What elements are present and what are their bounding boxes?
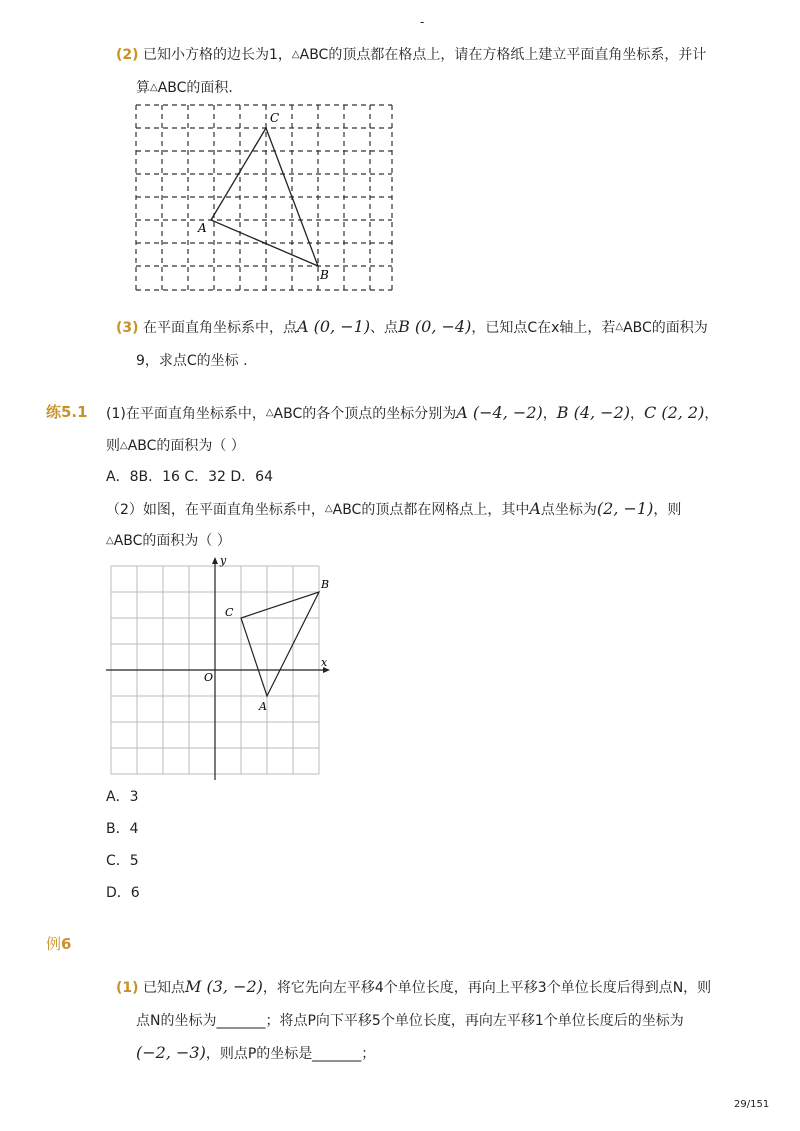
point-c-label: C xyxy=(270,111,280,125)
ex6-coord: (−2, −3) xyxy=(136,1043,206,1062)
point-a-label: A xyxy=(198,221,207,235)
q3-point-b: B (0, −4) xyxy=(398,317,472,336)
ex6-label-text: 例 xyxy=(46,935,62,953)
ex51-p2e xyxy=(106,531,231,551)
ex51-text-4: （2）如图，在平面直角坐标系中， xyxy=(106,502,325,518)
triangle-icon: △ xyxy=(150,82,158,93)
point-b-label: B xyxy=(320,268,329,282)
ex51-label-text: 练5.1 xyxy=(46,403,88,421)
ex6-label xyxy=(46,933,71,954)
triangle-icon: △ xyxy=(265,407,274,418)
ex51-text-8: ABC的面积为（ ） xyxy=(113,533,231,549)
ex6-line2: 点N的坐标为_______；将点P向下平移5个单位长度，再向左平移1个单位长度后的坐标为 xyxy=(136,1013,684,1029)
ex51-coord-c: C (2, 2) xyxy=(644,403,705,422)
ex6-text-3: ，则点P的坐标是_______； xyxy=(205,1046,376,1062)
coordinate-grid-figure xyxy=(104,554,336,784)
graph-point-c-label: C xyxy=(225,606,234,619)
y-axis-label: y xyxy=(220,554,227,567)
q3-line2: 9，求点C的坐标 . xyxy=(136,353,248,369)
triangle-icon: △ xyxy=(291,49,300,60)
ex51-p2 xyxy=(106,499,681,520)
ex51-choices1: A．8B．16 C．32 D．64 xyxy=(106,469,273,485)
page-number: 29/151 xyxy=(734,1099,770,1110)
graph-point-a-label: A xyxy=(259,700,267,713)
option-b: B．4 xyxy=(106,821,139,837)
ex51-text-7: ，则 xyxy=(653,502,682,518)
dashed-grid-figure xyxy=(130,100,395,294)
option-a: A．3 xyxy=(106,789,139,805)
ex51-label xyxy=(46,401,88,422)
ex51-sep-1: ， xyxy=(542,406,557,422)
ex6-label-num: 6 xyxy=(61,935,72,953)
ex6-text-1: 已知点 xyxy=(143,980,185,996)
ex6-q1-label: (1) xyxy=(116,980,139,996)
q2-label: (2) xyxy=(116,47,139,63)
ex51-end-1: ， xyxy=(704,406,719,422)
ex51-coord: (2, −1) xyxy=(596,499,654,518)
ex6-text-2: ，将它先向左平移4个单位长度，再向上平移3个单位长度后得到点N，则 xyxy=(262,980,712,996)
ex51-text-6: 点坐标为 xyxy=(540,502,597,518)
option-d: D．6 xyxy=(106,885,140,901)
origin-label: O xyxy=(204,671,214,684)
q2-text-2: ABC的顶点都在格点上，请在方格纸上建立平面直角坐标系，并计 xyxy=(299,47,707,63)
ex51-text-3a: 则 xyxy=(106,438,120,454)
ex6-line1 xyxy=(116,977,711,998)
ex51-text-3: ABC的面积为（ ） xyxy=(127,438,245,454)
ex51-p1c xyxy=(106,436,245,456)
q3-text-1: 在平面直角坐标系中，点 xyxy=(143,320,297,336)
ex51-point-a: A xyxy=(529,499,541,518)
ex6-point-m: M (3, −2) xyxy=(185,977,263,996)
ex51-p1 xyxy=(106,403,718,424)
ex6-line3 xyxy=(136,1043,375,1064)
q3-point-a: A (0, −1) xyxy=(297,317,371,336)
q2-text-1: 已知小方格的边长为1， xyxy=(143,47,292,63)
x-axis-label: x xyxy=(321,656,328,669)
option-c: C．5 xyxy=(106,853,139,869)
q3-text-3: ，已知点C在x轴上，若 xyxy=(471,320,616,336)
ex51-text-5: ABC的顶点都在网格点上，其中 xyxy=(332,502,530,518)
q3-text-4: ABC的面积为 xyxy=(623,320,708,336)
q3-label: (3) xyxy=(116,320,139,336)
dashed-grid-lines xyxy=(136,105,392,290)
q3-text-2: 、点 xyxy=(370,320,399,336)
graph-point-b-label: B xyxy=(321,578,330,591)
ex51-sep-2: ， xyxy=(630,406,644,422)
header-mark: - xyxy=(420,15,425,29)
triangle-icon: △ xyxy=(615,321,624,332)
q3-line1 xyxy=(116,317,708,338)
q2-line2 xyxy=(136,78,233,98)
triangle-icon: △ xyxy=(106,535,114,546)
q2-text-4: ABC的面积. xyxy=(157,80,233,96)
ex51-coord-a: A (−4, −2) xyxy=(456,403,543,422)
q2-line1 xyxy=(116,45,706,65)
ex51-text-2: ABC的各个顶点的坐标分别为 xyxy=(273,406,457,422)
triangle-icon: △ xyxy=(120,440,128,451)
ex51-text-1: (1)在平面直角坐标系中， xyxy=(106,406,266,422)
ex51-coord-b: B (4, −2) xyxy=(556,403,630,422)
y-axis-arrow-icon xyxy=(212,557,218,564)
q2-text-3: 算 xyxy=(136,80,150,96)
triangle-icon: △ xyxy=(324,503,333,514)
